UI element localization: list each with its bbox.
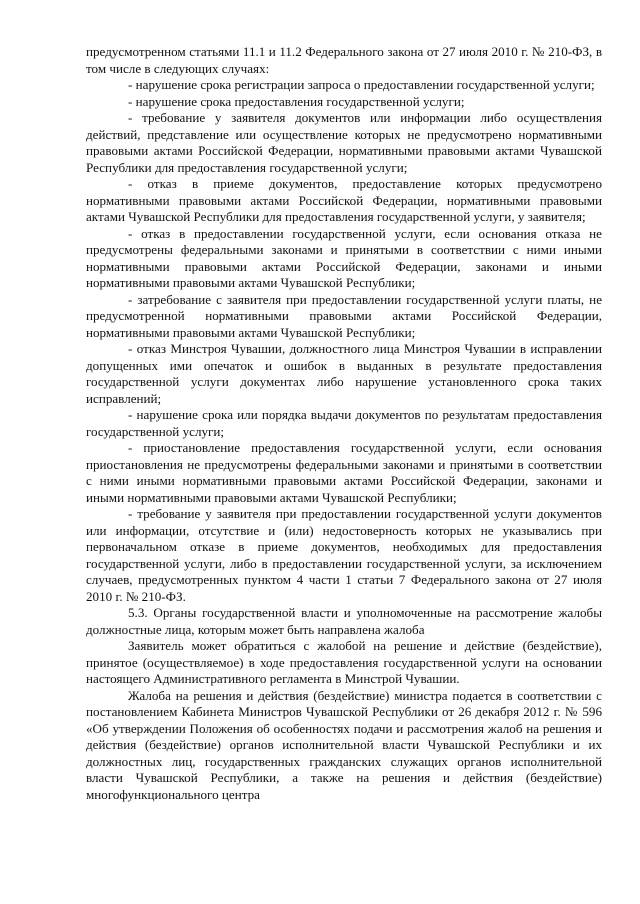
paragraph-10: - приостановление предоставления государственной услуги, если основания приостановления не предусмотрены федеральными законами и принятыми в соответствии с ними иными нормативными правовыми актами Российской Федерации, законами и иными нормативными правовыми актами Чувашской Республики; [86,440,602,505]
section-heading: 5.3. Органы государственной власти и уполномоченные на рассмотрение жалобы должностные лица, которым может быть направлена жалоба [86,605,602,637]
paragraph-14: Жалоба на решения и действия (бездействие) министра подается в соответствии с постановлением Кабинета Министров Чувашской Республики от 26 декабря 2012 г. № 596 «Об утверждении Положения об особенностях подачи и рассмотрения жалоб на решения и действия (бездействие) органов исполнительной власти Чувашской Республики и их должностных лиц, государственных гражданских служащих органов исполнительной власти Чувашской Республики, а также на решения и действия (бездействие) многофункционального центра [86,687,602,802]
paragraph-9: - нарушение срока или порядка выдачи документов по результатам предоставления государственной услуги; [86,407,602,439]
paragraph-3: - нарушение срока предоставления государственной услуги; [128,93,465,109]
paragraph-7: - затребование с заявителя при предоставлении государственной услуги платы, не предусмотренной нормативными правовыми актами Российской Федерации, нормативными правовыми актами Чувашской Республики; [86,291,602,340]
paragraph-11: - требование у заявителя при предоставлении государственной услуги документов или информации, отсутствие и (или) недостоверность которых не указывались при первоначальном отказе в приеме документов, необходимых для предоставления государственной услуги, либо в предоставлении государственной услуги, за исключением случаев, предусмотренных пунктом 4 части 1 статьи 7 Федерального закона от 27 июля 2010 г. № 210-ФЗ. [86,506,602,604]
paragraph-6: - отказ в предоставлении государственной услуги, если основания отказа не предусмотрены федеральными законами и принятыми в соответствии с ними иными нормативными правовыми актами Российской Федерации, законами и иными нормативными правовыми актами Чувашской Республики; [86,225,602,290]
paragraph-5: - отказ в приеме документов, предоставление которых предусмотрено нормативными правовыми актами Российской Федерации, нормативными правовыми актами Чувашской Республики для предоставления государственной услуги, у заявителя; [86,176,602,224]
paragraph-8: - отказ Минстроя Чувашии, должностного лица Минстроя Чувашии в исправлении допущенных ими опечаток и ошибок в выданных в результате предоставления государственной услуги документах либо нарушение установленного срока таких исправлений; [86,341,602,406]
paragraph-4: - требование у заявителя документов или информации либо осуществления действий, представление или осуществление которых не предусмотрено нормативными правовыми актами Российской Федерации, нормативными правовыми актами Чувашской Республики для предоставления государственной услуги; [86,110,602,175]
paragraph-1: предусмотренном статьями 11.1 и 11.2 Федерального закона от 27 июля 2010 г. № 210-ФЗ, в том числе в следующих случаях: [86,44,602,76]
paragraph-2: - нарушение срока регистрации запроса о предоставлении государственной услуги; [128,77,595,92]
paragraph-13: Заявитель может обратиться с жалобой на решение и действие (бездействие), принятое (осуществляемое) в ходе предоставления государственной услуги на основании настоящего Административного регламента в Минстрой Чувашии. [86,638,602,686]
